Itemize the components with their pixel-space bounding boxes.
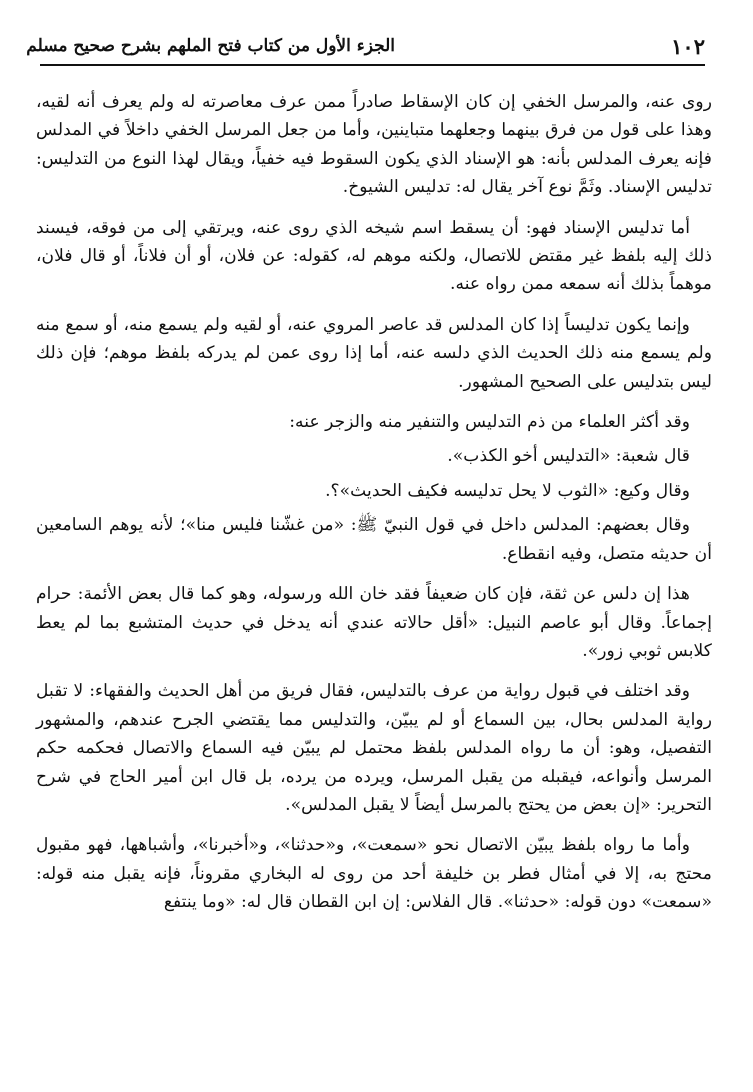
body-text [36,88,712,929]
paragraph: أما تدليس الإسناد فهو: أن يسقط اسم شيخه الذي روى عنه، ويرتقي إلى من فوقه، فيسند ذلك إليه بلفظ غير مقتض للاتصال، ولكنه موهم له، كقوله: عن فلان، أو أن فلاناً، أو قال فلان، موهماً بذلك أنه سمعه ممن رواه عنه. [36,217,712,295]
paragraph: هذا إن دلس عن ثقة، فإن كان ضعيفاً فقد خان الله ورسوله، وهو كما قال بعض الأئمة: حرام إجماعاً. وقال أبو عاصم النبيل: «أقل حالاته عندي أنه يدخل في حديث المتشبع بما لم يعط كلابس ثوبي زور». [36,584,712,661]
page-header [26,30,705,66]
page-number: ١٠٢ [671,34,705,59]
running-title: الجزء الأول من كتاب فتح الملهم بشرح صحيح مسلم [26,36,395,56]
paragraph: وقد أكثر العلماء من ذم التدليس والتنفير منه والزجر عنه: [289,412,690,433]
paragraph: وقد اختلف في قبول رواية من عرف بالتدليس، فقال فريق من أهل الحديث والفقهاء: لا تقبل رواية المدلس بحال، بين السماع أو لم يبيّن، والتدليس مما يقتضي الجرح عندهم، والمشهور التفصيل، وهو: أن ما رواه المدلس بلفظ محتمل لم يبيّن فيه السماع والاتصال فحكمه حكم المرسل وأنواعه، فيقبله من يقبل المرسل، ويرده من يرده، بل قال ابن أمير الحاج في شرح التحرير: «إن بعض من يحتج بالمرسل أيضاً لا يقبل المدلس». [36,681,712,815]
paragraph: وأما ما رواه بلفظ يبيّن الاتصال نحو «سمعت»، و«حدثنا»، و«أخبرنا»، وأشباهها، فهو مقبول محتج به، إلا في أمثال فطر بن خليفة أحد من روى له البخاري مقروناً، فإنه يقبل منه قوله: «سمعت» دون قوله: «حدثنا». قال الفلاس: إن ابن القطان قال له: «وما ينتفع [36,835,712,913]
paragraph: وقال وكيع: «الثوب لا يحل تدليسه فكيف الحديث»؟. [325,480,690,501]
paragraph: قال شعبة: «التدليس أخو الكذب». [447,446,690,467]
paragraph: وقال بعضهم: المدلس داخل في قول النبيّ ﷺ: «من غشّنا فليس منا»؛ لأنه يوهم السامعين أن حديثه متصل، وفيه انقطاع. [36,515,712,564]
paragraph: وإنما يكون تدليساً إذا كان المدلس قد عاصر المروي عنه، أو لقيه ولم يسمع منه، أو سمع منه ولم يسمع منه ذلك الحديث الذي دلسه عنه، أما إذا روى عمن لم يدركه بلفظ موهم؛ فإن ذلك ليس بتدليس على الصحيح المشهور. [36,314,712,392]
paragraph: روى عنه، والمرسل الخفي إن كان الإسقاط صادراً ممن عرف معاصرته له ولم يعرف أنه لقيه، وهذا على قول من فرق بينهما وجعلهما متباينين، وأما من جعل المرسل الخفي داخلاً في المدلس فإنه يعرف المدلس بأنه: هو الإسناد الذي يكون السقوط فيه خفياً، ويقال لهذا النوع من التدليس: تدليس الإسناد. وثَمَّ نوع آخر يقال له: تدليس الشيوخ. [36,92,712,198]
